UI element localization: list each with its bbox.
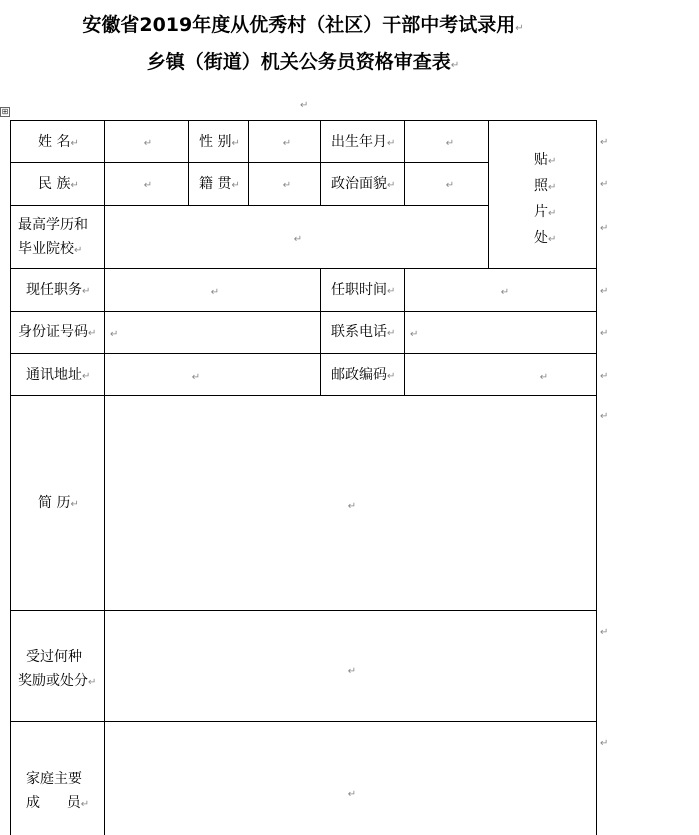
field-political-status[interactable]: ↵ xyxy=(445,180,455,191)
table-border-left xyxy=(10,120,11,835)
field-postcode[interactable]: ↵ xyxy=(539,372,549,383)
field-appointment-time[interactable]: ↵ xyxy=(500,287,510,298)
label-birth: 出生年月↵ xyxy=(331,134,396,150)
row-end-mark: ↵ xyxy=(600,137,609,148)
form-title-line-1: 安徽省2019年度从优秀村（社区）干部中考试录用↵ xyxy=(82,14,524,36)
row-end-mark: ↵ xyxy=(600,627,609,638)
field-phone[interactable]: ↵ xyxy=(410,329,419,340)
field-birth[interactable]: ↵ xyxy=(445,138,455,149)
label-rewards: 受过何种 奖励或处分↵ xyxy=(18,649,97,689)
field-education[interactable]: ↵ xyxy=(293,234,303,245)
photo-area[interactable]: 贴↵ 照↵ 片↵ 处↵ xyxy=(534,152,557,246)
label-gender: 性 别↵ xyxy=(199,134,240,150)
table-row-line xyxy=(10,162,489,163)
paragraph-mark: ↵ xyxy=(300,100,309,111)
field-family[interactable]: ↵ xyxy=(347,789,357,800)
label-id-number: 身份证号码↵ xyxy=(18,324,97,340)
row-end-mark: ↵ xyxy=(600,223,609,234)
label-current-position: 现任职务↵ xyxy=(26,282,91,298)
field-native-place[interactable]: ↵ xyxy=(282,180,292,191)
field-ethnicity[interactable]: ↵ xyxy=(143,180,153,191)
table-border-right xyxy=(596,120,597,835)
field-current-position[interactable]: ↵ xyxy=(210,287,220,298)
table-move-handle-icon[interactable]: ⊞ xyxy=(1,107,9,116)
field-resume[interactable]: ↵ xyxy=(347,501,357,512)
label-resume: 简 历↵ xyxy=(38,495,79,511)
field-id-number[interactable]: ↵ xyxy=(110,329,119,340)
table-col-line xyxy=(404,120,405,205)
table-col-line xyxy=(188,120,189,205)
table-row-line xyxy=(10,721,597,722)
label-address: 通讯地址↵ xyxy=(26,367,91,383)
table-row-line xyxy=(10,205,489,206)
row-end-mark: ↵ xyxy=(600,371,609,382)
label-native-place: 籍 贯↵ xyxy=(199,176,240,192)
row-end-mark: ↵ xyxy=(600,328,609,339)
table-row-line xyxy=(10,395,597,396)
label-name: 姓 名↵ xyxy=(38,134,79,150)
form-title-line-2: 乡镇（街道）机关公务员资格审查表↵ xyxy=(146,51,460,73)
label-appointment-time: 任职时间↵ xyxy=(331,282,396,298)
field-address[interactable]: ↵ xyxy=(191,372,201,383)
label-education: 最高学历和 毕业院校↵ xyxy=(18,217,88,257)
table-col-line xyxy=(104,120,105,835)
table-row-line xyxy=(10,353,597,354)
table-row-line xyxy=(10,311,597,312)
table-col-line xyxy=(488,120,489,268)
field-name[interactable]: ↵ xyxy=(143,138,153,149)
row-end-mark: ↵ xyxy=(600,286,609,297)
row-end-mark: ↵ xyxy=(600,179,609,190)
field-rewards[interactable]: ↵ xyxy=(347,666,357,677)
field-gender[interactable]: ↵ xyxy=(282,138,292,149)
label-ethnicity: 民 族↵ xyxy=(38,176,79,192)
table-row-line xyxy=(10,610,597,611)
row-end-mark: ↵ xyxy=(600,738,609,749)
table-col-line xyxy=(404,268,405,395)
label-family: 家庭主要 成 员↵ xyxy=(26,771,90,811)
table-col-line xyxy=(248,120,249,205)
label-political-status: 政治面貌↵ xyxy=(331,176,396,192)
table-col-line xyxy=(320,268,321,395)
label-phone: 联系电话↵ xyxy=(331,324,396,340)
label-postcode: 邮政编码↵ xyxy=(331,367,396,383)
table-border-top xyxy=(10,120,597,121)
table-row-line xyxy=(10,268,597,269)
row-end-mark: ↵ xyxy=(600,411,609,422)
table-col-line xyxy=(320,120,321,205)
